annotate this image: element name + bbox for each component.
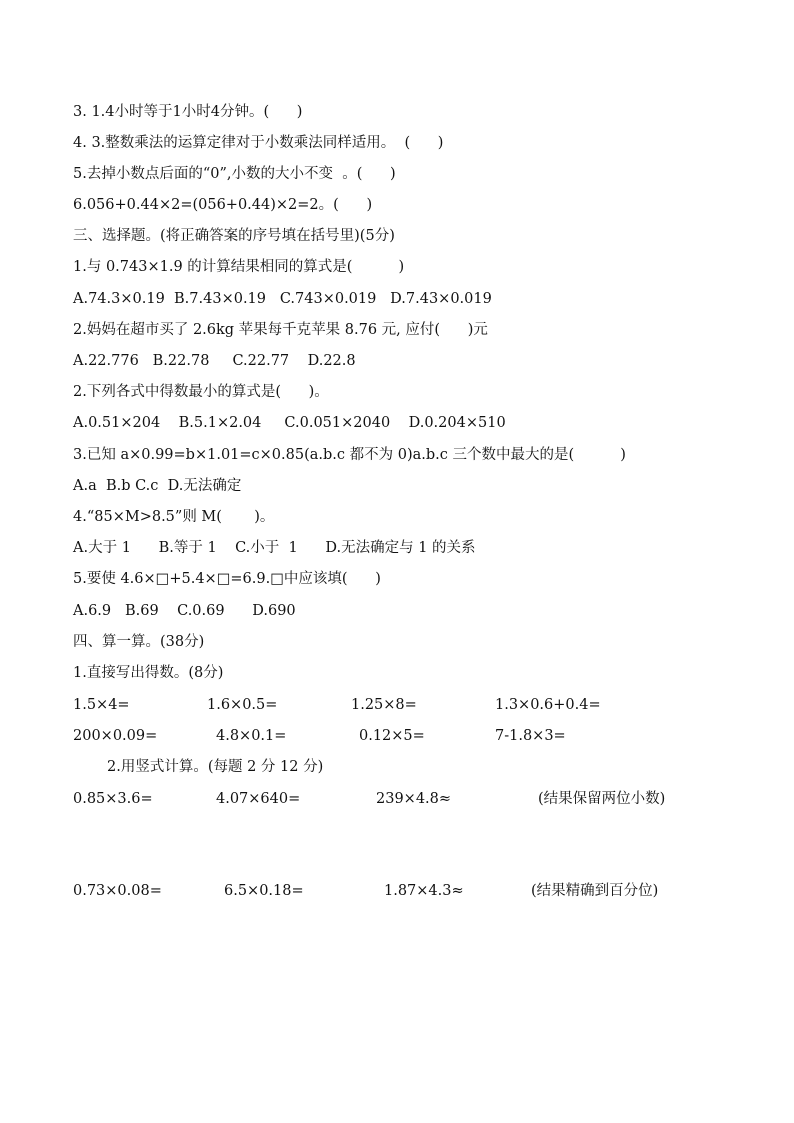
calc-item: 1.5×4= [73, 697, 130, 713]
vertical-calc-item: 0.85×3.6= [73, 791, 153, 807]
rounding-note: (结果精确到百分位) [531, 883, 659, 899]
section-heading-calc: 四、算一算。(38分) [73, 634, 205, 650]
question-choice-4: 4.“85×M>8.5”则 M( )。 [73, 509, 275, 525]
question-choice-2b: 2.下列各式中得数最小的算式是( )。 [73, 384, 329, 400]
vertical-calc-item: 1.87×4.3≈ [384, 883, 464, 899]
question-tf-3: 3. 1.4小时等于1小时4分钟。( ) [73, 104, 303, 120]
options-choice-4: A.大于 1 B.等于 1 C.小于 1 D.无法确定与 1 的关系 [73, 540, 476, 556]
calc-item: 4.8×0.1= [216, 728, 287, 744]
vertical-calc-item: 239×4.8≈ [376, 791, 452, 807]
subsection-direct: 1.直接写出得数。(8分) [73, 665, 224, 681]
question-choice-3: 3.已知 a×0.99=b×1.01=c×0.85(a.b.c 都不为 0)a.b.c 三个数中最大的是( ) [73, 447, 626, 463]
subsection-vertical: 2.用竖式计算。(每题 2 分 12 分) [107, 759, 324, 775]
options-choice-3: A.a B.b C.c D.无法确定 [73, 478, 242, 494]
calc-item: 0.12×5= [359, 728, 425, 744]
vertical-calc-item: 4.07×640= [216, 791, 301, 807]
section-heading-choice: 三、选择题。(将正确答案的序号填在括号里)(5分) [73, 228, 395, 244]
question-tf-6: 6.056+0.44×2=(056+0.44)×2=2。( ) [73, 197, 373, 213]
question-choice-5: 5.要使 4.6×□+5.4×□=6.9.□中应该填( ) [73, 571, 381, 587]
calc-item: 1.3×0.6+0.4= [495, 697, 601, 713]
question-tf-5: 5.去掉小数点后面的“0”,小数的大小不变 。( ) [73, 166, 396, 182]
options-choice-5: A.6.9 B.69 C.0.69 D.690 [73, 603, 296, 619]
question-choice-2: 2.妈妈在超市买了 2.6kg 苹果每千克苹果 8.76 元, 应付( )元 [73, 322, 488, 338]
question-choice-1: 1.与 0.743×1.9 的计算结果相同的算式是( ) [73, 259, 405, 275]
calc-item: 1.25×8= [351, 697, 417, 713]
calc-item: 1.6×0.5= [207, 697, 278, 713]
options-choice-1: A.74.3×0.19 B.7.43×0.19 C.743×0.019 D.7.43×0.019 [73, 291, 492, 307]
options-choice-2: A.22.776 B.22.78 C.22.77 D.22.8 [73, 353, 356, 369]
calc-item: 7-1.8×3= [495, 728, 566, 744]
rounding-note: (结果保留两位小数) [538, 791, 666, 807]
vertical-calc-item: 6.5×0.18= [224, 883, 304, 899]
options-choice-2b: A.0.51×204 B.5.1×2.04 C.0.051×2040 D.0.204×510 [73, 415, 506, 431]
vertical-calc-item: 0.73×0.08= [73, 883, 162, 899]
calc-item: 200×0.09= [73, 728, 158, 744]
question-tf-4: 4. 3.整数乘法的运算定律对于小数乘法同样适用。 ( ) [73, 135, 444, 151]
